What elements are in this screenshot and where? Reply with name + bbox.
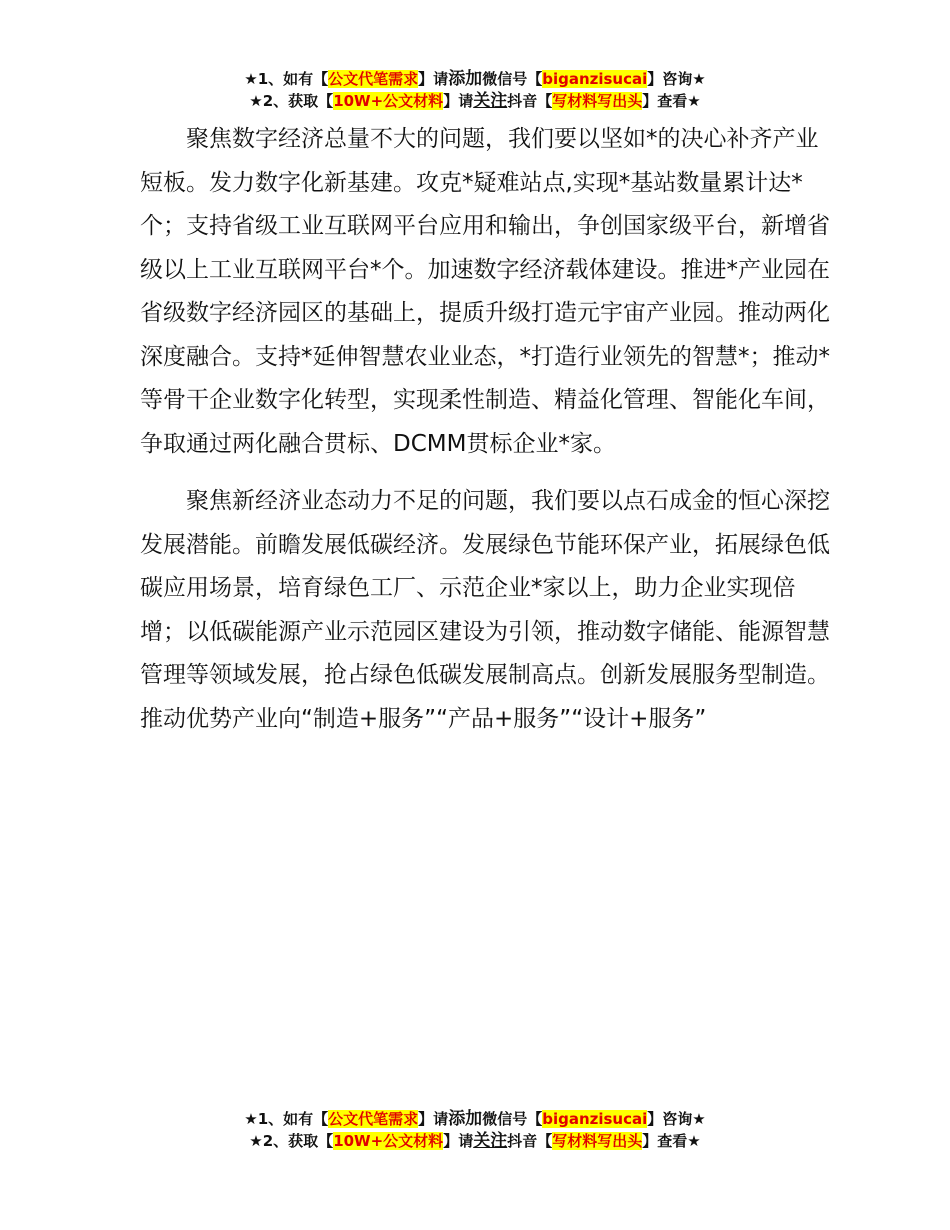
star-icon: ★ [687,1132,701,1150]
promo-text: 】请 [418,70,449,88]
promo-text: 抖音【 [507,92,553,110]
promo-text: 】咨询 [647,70,693,88]
star-icon: ★ [249,92,263,110]
promo-text: 微信号【 [482,1110,543,1128]
highlight-materials: 10W+公文材料 [333,92,444,110]
promo-line-2 [0,90,950,112]
star-icon: ★ [244,70,258,88]
promo-footer [0,1108,950,1152]
promo-text: 】咨询 [647,1110,693,1128]
promo-text: 】请 [443,1132,474,1150]
highlight-service: 公文代笔需求 [328,70,419,88]
promo-text: 】请 [418,1110,449,1128]
star-icon: ★ [692,70,706,88]
promo-text: 微信号【 [482,70,543,88]
highlight-materials: 10W+公文材料 [333,1132,444,1150]
document-body [140,118,830,755]
promo-emphasis: 添加 [448,69,483,89]
highlight-wechat-id: biganzisucai [542,70,648,88]
star-icon: ★ [249,1132,263,1150]
promo-text: 1、如有【 [257,70,329,88]
promo-text: 】请 [443,92,474,110]
highlight-douyin: 写材料写出头 [552,1132,643,1150]
star-icon: ★ [687,92,701,110]
promo-text: 1、如有【 [257,1110,329,1128]
promo-text: 】查看 [642,92,688,110]
highlight-service: 公文代笔需求 [328,1110,419,1128]
promo-text: 2、获取【 [262,1132,334,1150]
promo-text: 】查看 [642,1132,688,1150]
paragraph-new-economy: 聚焦新经济业态动力不足的问题，我们要以点石成金的恒心深挖发展潜能。前瞻发展低碳经济。发展绿色节能环保产业，拓展绿色低碳应用场景，培育绿色工厂、示范企业*家以上，助力企业实现倍增；以低碳能源产业示范园区建设为引领，推动数字储能、能源智慧管理等领域发展，抢占绿色低碳发展制高点。创新发展服务型制造。推动优势产业向“制造+服务”“产品+服务”“设计+服务” [140,488,830,732]
highlight-douyin: 写材料写出头 [552,92,643,110]
star-icon: ★ [244,1110,258,1128]
star-icon: ★ [692,1110,706,1128]
promo-emphasis: 关注 [473,91,508,111]
promo-emphasis: 关注 [473,1131,508,1151]
promo-text: 2、获取【 [262,92,334,110]
highlight-wechat-id: biganzisucai [542,1110,648,1128]
promo-header [0,68,950,112]
promo-line-1 [0,68,950,90]
promo-line-2 [0,1130,950,1152]
paragraph-digital-economy: 聚焦数字经济总量不大的问题，我们要以坚如*的决心补齐产业短板。发力数字化新基建。攻克*疑难站点,实现*基站数量累计达*个；支持省级工业互联网平台应用和输出，争创国家级平台，新增省级以上工业互联网平台*个。加速数字经济载体建设。推进*产业园在省级数字经济园区的基础上，提质升级打造元宇宙产业园。推动两化深度融合。支持*延伸智慧农业业态，*打造行业领先的智慧*；推动*等骨干企业数字化转型，实现柔性制造、精益化管理、智能化车间，争取通过两化融合贯标、DCMM贯标企业*家。 [140,126,830,457]
promo-line-1 [0,1108,950,1130]
promo-text: 抖音【 [507,1132,553,1150]
promo-emphasis: 添加 [448,1109,483,1129]
